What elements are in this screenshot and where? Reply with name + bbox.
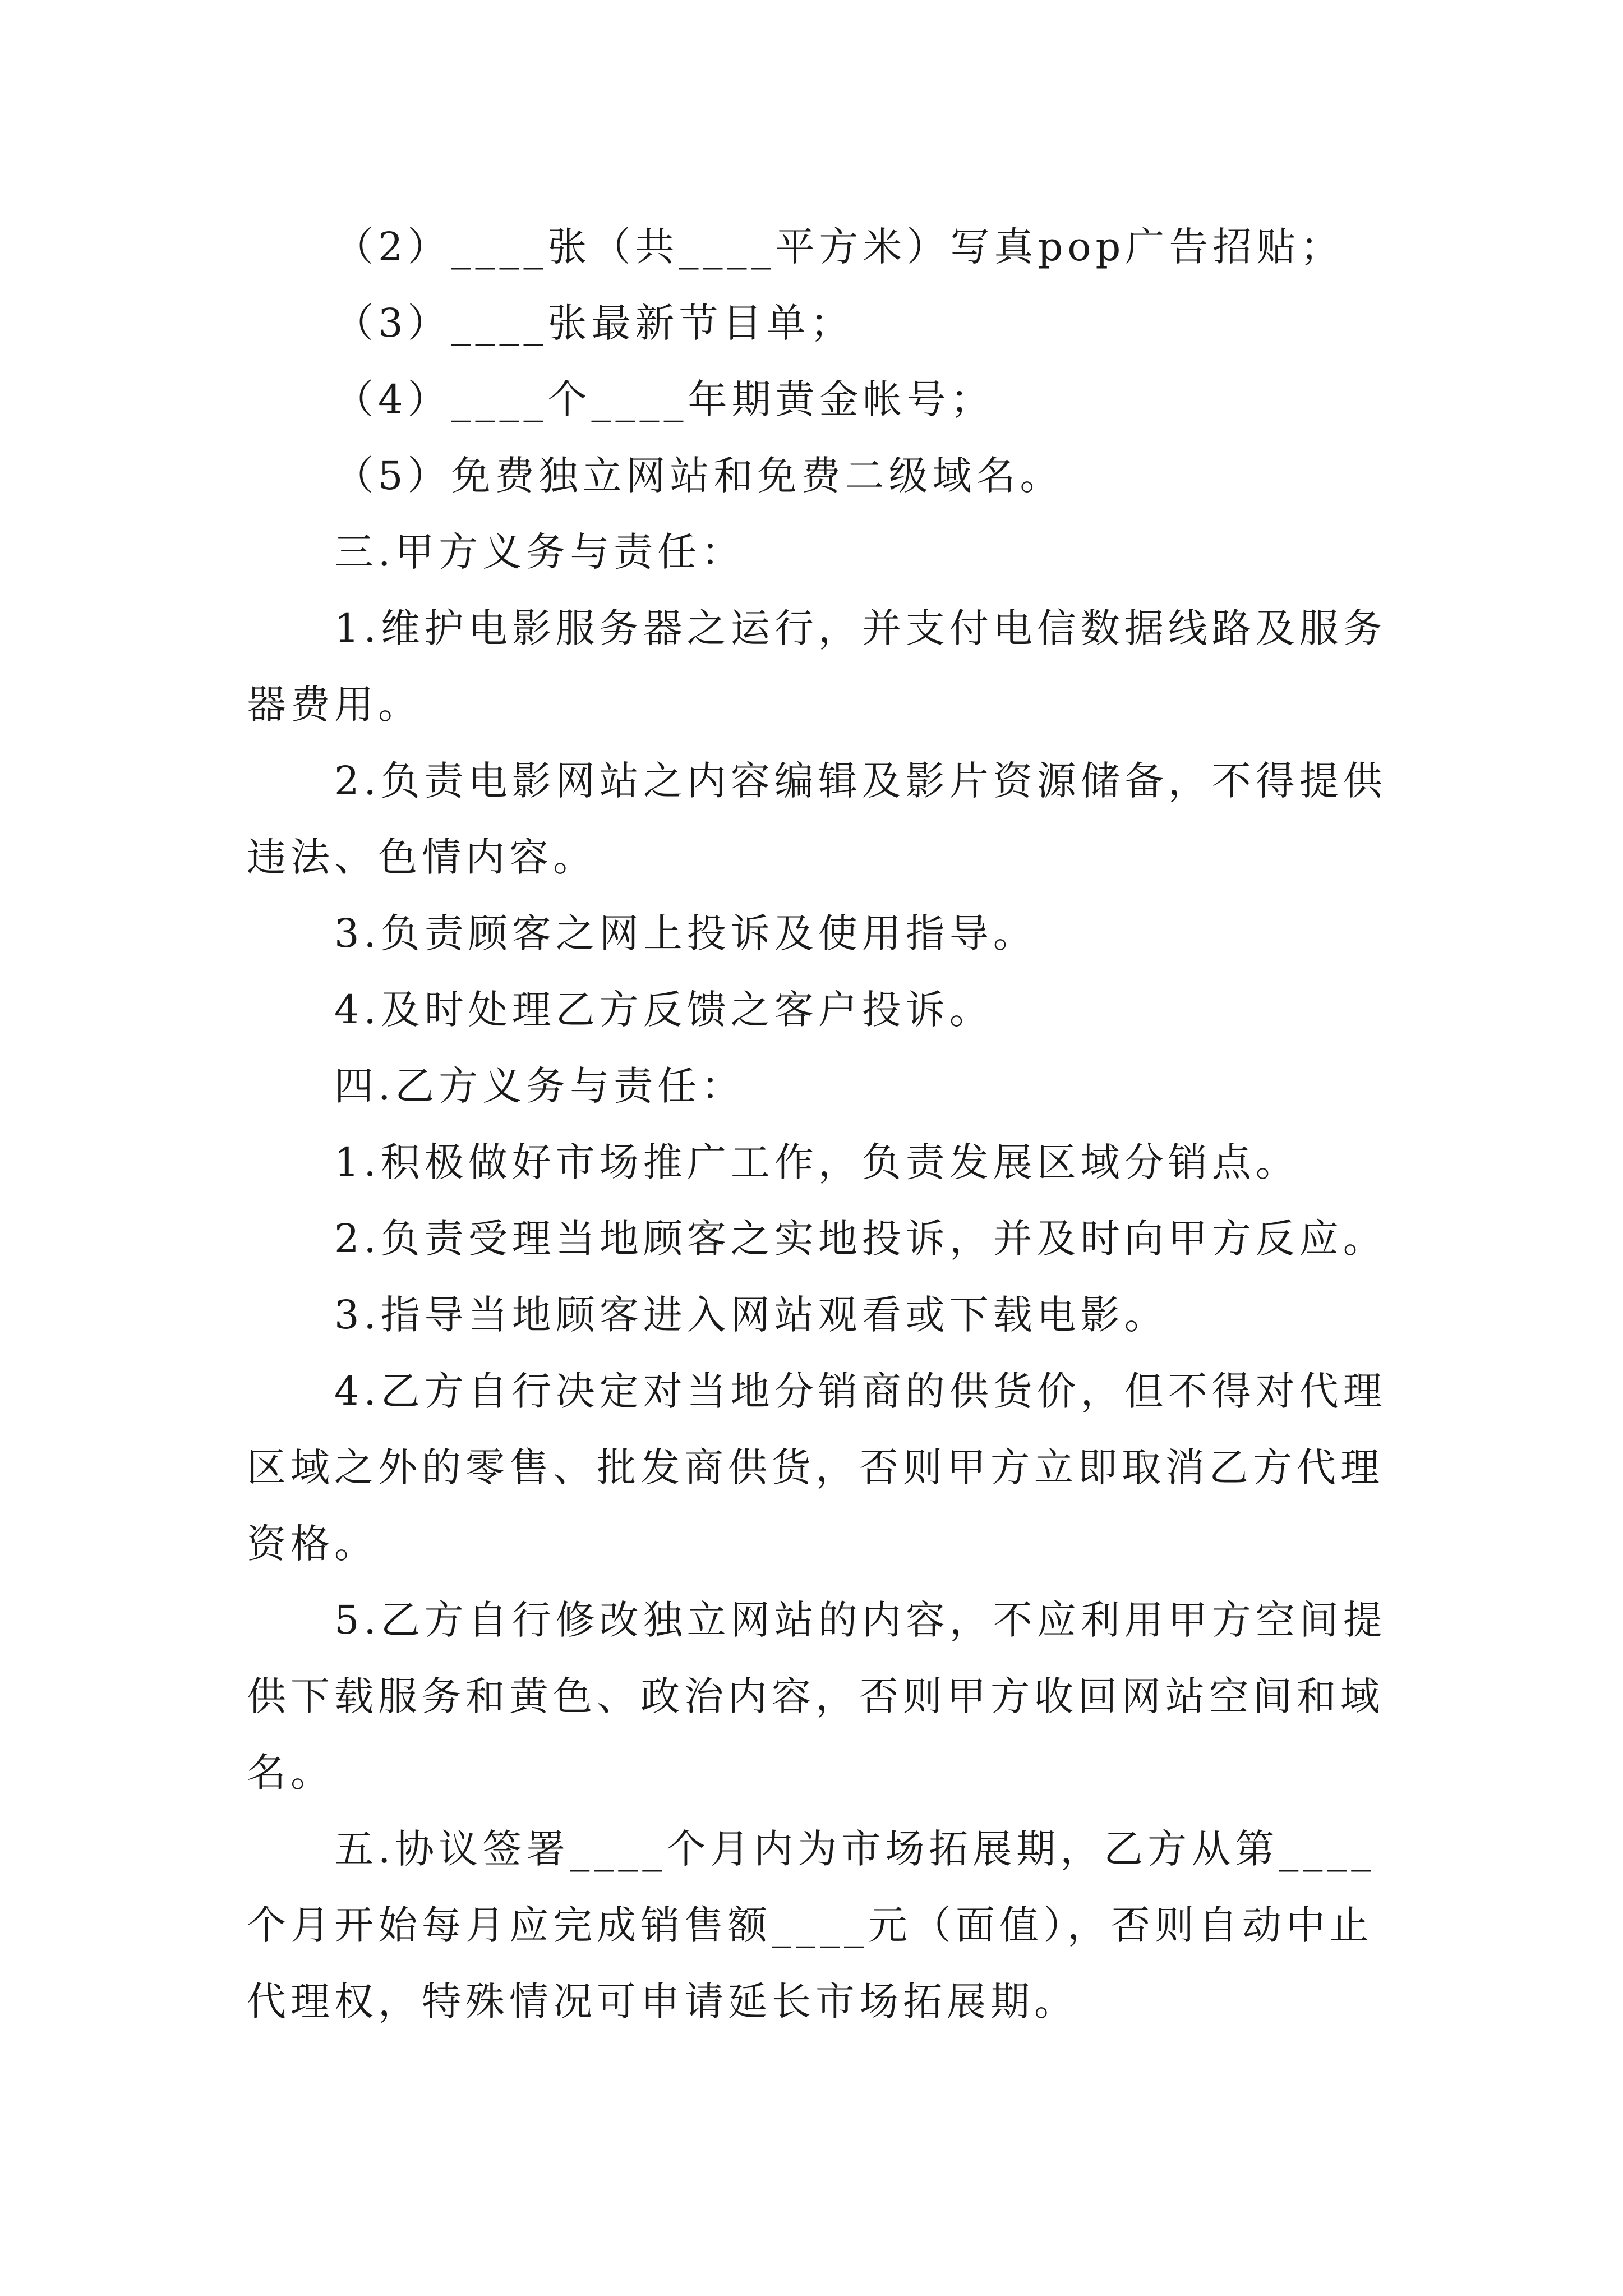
clause-4-4: 4.乙方自行决定对当地分销商的供货价，但不得对代理区域之外的零售、批发商供货，否则甲方立即取消乙方代理资格。 bbox=[247, 1368, 1387, 1567]
document-body bbox=[247, 209, 1391, 2040]
section-heading-4: 四.乙方义务与责任： bbox=[334, 1063, 745, 1109]
clause-4-3: 3.指导当地顾客进入网站观看或下载电影。 bbox=[334, 1292, 1168, 1338]
section-heading-3: 三.甲方义务与责任： bbox=[334, 529, 745, 575]
clause-3-2: 2.负责电影网站之内容编辑及影片资源储备，不得提供违法、色情内容。 bbox=[247, 758, 1387, 880]
list-item-5: （5）免费独立网站和免费二级域名。 bbox=[334, 453, 1064, 499]
list-item-2: （2）____张（共____平方米）写真pop广告招贴； bbox=[334, 224, 1344, 270]
list-item-3: （3）____张最新节目单； bbox=[334, 300, 854, 346]
clause-3-3: 3.负责顾客之网上投诉及使用指导。 bbox=[334, 910, 1037, 956]
clause-4-1: 1.积极做好市场推广工作，负责发展区域分销点。 bbox=[334, 1139, 1299, 1185]
list-item-4: （4）____个____年期黄金帐号； bbox=[334, 376, 994, 422]
section-heading-5: 五.协议签署____个月内为市场拓展期，乙方从第____个月开始每月应完成销售额____元（面值），否则自动中止代理权，特殊情况可申请延长市场拓展期。 bbox=[247, 1826, 1376, 2024]
clause-3-4: 4.及时处理乙方反馈之客户投诉。 bbox=[334, 987, 993, 1033]
clause-3-1: 1.维护电影服务器之运行，并支付电信数据线路及服务器费用。 bbox=[247, 605, 1387, 728]
clause-4-5: 5.乙方自行修改独立网站的内容，不应利用甲方空间提供下载服务和黄色、政治内容，否则甲方收回网站空间和域名。 bbox=[247, 1597, 1387, 1796]
clause-4-2: 2.负责受理当地顾客之实地投诉，并及时向甲方反应。 bbox=[334, 1216, 1387, 1262]
